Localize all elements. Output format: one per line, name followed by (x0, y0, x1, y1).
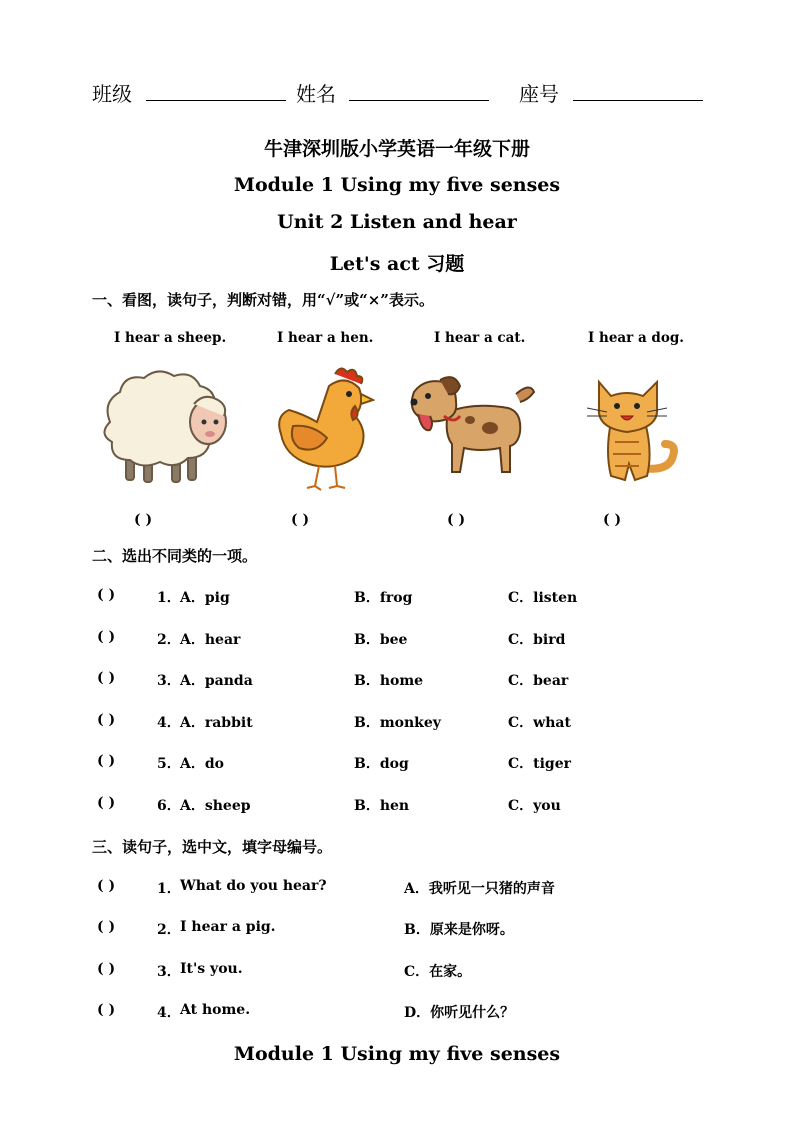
chinese-option: D．你听见什么？ (404, 1005, 515, 1021)
answer-paren-1[interactable]: ( ) (134, 512, 153, 528)
textbook-title: 牛津深圳版小学英语一年级下册 (263, 138, 530, 160)
option-c: C．what (508, 715, 571, 731)
class-blank[interactable] (146, 100, 286, 101)
answer-paren[interactable]: ( ) (97, 587, 116, 603)
dog-icon (404, 372, 544, 482)
option-c: C．bird (508, 632, 566, 648)
answer-paren-4[interactable]: ( ) (603, 512, 622, 528)
option-b: B．bee (354, 632, 408, 648)
english-sentence: It's you. (180, 961, 243, 977)
option-a: A．pig (180, 590, 230, 606)
option-a: A．panda (180, 673, 253, 689)
option-c: C．you (508, 798, 561, 814)
cat-icon (585, 372, 680, 487)
answer-paren[interactable]: ( ) (97, 795, 116, 811)
list-item: ( ) 1． A．pig B．frog C．listen (97, 587, 578, 606)
option-b: B．hen (354, 798, 410, 814)
answer-paren[interactable]: ( ) (97, 1002, 116, 1018)
class-label: 班级 (92, 82, 132, 106)
name-label: 姓名 (296, 82, 336, 106)
list-item: ( ) 4． At home. D．你听见什么？ (97, 1002, 515, 1021)
list-item: ( ) 5． A．do B．dog C．tiger (97, 753, 571, 772)
lesson-title: Let's act 习题 (329, 253, 465, 275)
option-a: A．hear (180, 632, 241, 648)
caption-4: I hear a dog. (588, 330, 685, 346)
list-item: ( ) 3． It's you. C．在家。 (97, 961, 472, 980)
caption-3: I hear a cat. (434, 330, 526, 346)
answer-paren[interactable]: ( ) (97, 878, 116, 894)
section2-heading: 二、选出不同类的一项。 (92, 547, 258, 565)
english-sentence: At home. (180, 1002, 251, 1018)
caption-1: I hear a sheep. (114, 330, 227, 346)
list-item: ( ) 2． A．hear B．bee C．bird (97, 629, 566, 648)
list-item: ( ) 3． A．panda B．home C．bear (97, 670, 569, 689)
option-b: B．dog (354, 756, 409, 772)
option-a: A．rabbit (180, 715, 253, 731)
module-title: Module 1 Using my five senses (233, 174, 561, 196)
unit-title: Unit 2 Listen and hear (277, 211, 517, 233)
option-a: A．sheep (180, 798, 251, 814)
chinese-option: C．在家。 (404, 964, 472, 980)
option-c: C．bear (508, 673, 569, 689)
section3-heading: 三、读句子，选中文，填字母编号。 (92, 838, 333, 856)
list-item: ( ) 6． A．sheep B．hen C．you (97, 795, 561, 814)
english-sentence: I hear a pig. (180, 919, 276, 935)
seat-label: 座号 (519, 82, 559, 106)
option-c: C．listen (508, 590, 578, 606)
answer-paren[interactable]: ( ) (97, 670, 116, 686)
section1-heading: 一、看图，读句子，判断对错，用“√”或“×”表示。 (92, 291, 434, 309)
option-a: A．do (180, 756, 224, 772)
answer-paren[interactable]: ( ) (97, 919, 116, 935)
answer-paren[interactable]: ( ) (97, 629, 116, 645)
answer-paren-2[interactable]: ( ) (291, 512, 310, 528)
sheep-icon (92, 362, 242, 492)
option-b: B．frog (354, 590, 413, 606)
list-item: ( ) 4． A．rabbit B．monkey C．what (97, 712, 571, 731)
option-b: B．home (354, 673, 424, 689)
chinese-option: B．原来是你呀。 (404, 922, 514, 938)
english-sentence: What do you hear? (180, 878, 327, 894)
answer-paren[interactable]: ( ) (97, 753, 116, 769)
list-item: ( ) 2． I hear a pig. B．原来是你呀。 (97, 919, 514, 938)
option-c: C．tiger (508, 756, 571, 772)
footer-module-title: Module 1 Using my five senses (233, 1043, 561, 1065)
answer-paren[interactable]: ( ) (97, 961, 116, 977)
list-item: ( ) 1． What do you hear? A．我听见一只猪的声音 (97, 878, 555, 897)
answer-paren[interactable]: ( ) (97, 712, 116, 728)
hen-icon (265, 364, 375, 492)
chinese-option: A．我听见一只猪的声音 (404, 881, 555, 897)
caption-2: I hear a hen. (277, 330, 374, 346)
name-blank[interactable] (349, 100, 489, 101)
seat-blank[interactable] (573, 100, 703, 101)
option-b: B．monkey (354, 715, 441, 731)
answer-paren-3[interactable]: ( ) (447, 512, 466, 528)
